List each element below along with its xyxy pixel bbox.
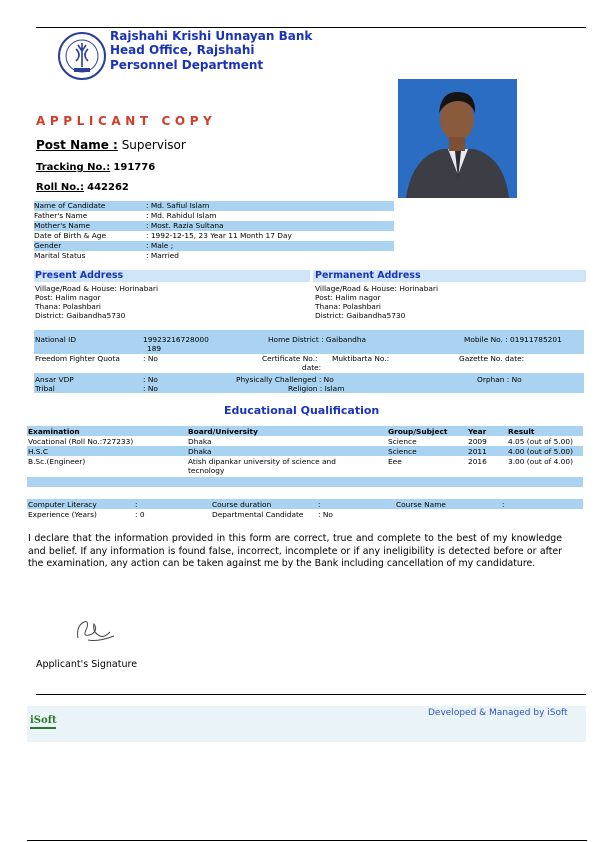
freedom-fighter-value: : No bbox=[143, 354, 158, 363]
present-district: District: Gaibandha5730 bbox=[35, 311, 126, 320]
present-post: Post: Halim nagor bbox=[35, 293, 101, 302]
bank-name: Rajshahi Krishi Unnayan Bank bbox=[110, 29, 313, 43]
candidate-row bbox=[34, 201, 394, 211]
edu-board: Dhaka bbox=[188, 437, 212, 446]
permanent-address-title: Permanent Address bbox=[315, 270, 421, 281]
edu-year: 2016 bbox=[468, 457, 487, 466]
candidate-label: Father's Name bbox=[34, 211, 88, 220]
permanent-district: District: Gaibandha5730 bbox=[315, 311, 406, 320]
candidate-label: Name of Candidate bbox=[34, 201, 106, 210]
bank-logo bbox=[57, 31, 107, 81]
departmental-label: Departmental Candidate bbox=[212, 510, 304, 519]
mobile-number: Mobile No. : 01911785201 bbox=[464, 335, 562, 344]
nid-label: National ID bbox=[35, 335, 77, 344]
course-duration-value: : bbox=[318, 500, 321, 509]
edu-header-group: Group/Subject bbox=[388, 427, 448, 436]
footer-rule bbox=[36, 694, 586, 695]
edu-result: 4.05 (out of 5.00) bbox=[508, 437, 573, 446]
edu-header-year: Year bbox=[468, 427, 487, 436]
developed-by-link[interactable]: Developed & Managed by iSoft bbox=[428, 708, 568, 718]
head-office: Head Office, Rajshahi bbox=[110, 43, 255, 57]
candidate-row bbox=[34, 241, 394, 251]
present-address-header bbox=[34, 270, 310, 282]
edu-board: Dhaka bbox=[188, 447, 212, 456]
edu-header-board: Board/University bbox=[188, 427, 258, 436]
post-name-label: Post Name : bbox=[36, 138, 118, 152]
religion: Religion : Islam bbox=[288, 384, 345, 393]
isoft-logo-text: iSoft bbox=[30, 715, 57, 726]
nid-value-line1: 19923216728000 bbox=[143, 335, 209, 344]
course-name-value: : bbox=[502, 500, 505, 509]
education-header-row bbox=[27, 426, 583, 436]
edu-exam: B.Sc.(Engineer) bbox=[28, 457, 86, 466]
edu-group: Science bbox=[388, 447, 417, 456]
applicant-photo bbox=[398, 79, 517, 198]
edu-header-exam: Examination bbox=[28, 427, 80, 436]
candidate-info-table bbox=[34, 201, 394, 261]
course-name-label: Course Name bbox=[396, 500, 446, 509]
computer-label: Computer Literacy bbox=[28, 500, 97, 509]
gazette-label: Gazette No. date: bbox=[459, 354, 525, 363]
applicant-copy-title: APPLICANT COPY bbox=[36, 114, 217, 128]
computer-row bbox=[27, 499, 583, 509]
signature-label: Applicant's Signature bbox=[36, 659, 138, 670]
experience-label: Experience (Years) bbox=[28, 510, 97, 519]
orphan: Orphan : No bbox=[477, 375, 522, 384]
present-address-title: Present Address bbox=[35, 270, 124, 281]
tribal-value: : No bbox=[143, 384, 158, 393]
tracking-value: 191776 bbox=[113, 162, 156, 173]
edu-year: 2009 bbox=[468, 437, 487, 446]
candidate-value: : Md. Safiul Islam bbox=[146, 201, 210, 210]
candidate-row bbox=[34, 211, 394, 221]
candidate-label: Gender bbox=[34, 241, 62, 250]
candidate-value: : Md. Rahidul Islam bbox=[146, 211, 217, 220]
roll-label: Roll No.: bbox=[36, 182, 84, 193]
nid-value-line2: 189 bbox=[147, 344, 162, 353]
edu-header-result: Result bbox=[508, 427, 535, 436]
edu-result: 4.00 (out of 5.00) bbox=[508, 447, 573, 456]
isoft-logo-underline bbox=[30, 727, 56, 729]
edu-exam: Vocational (Roll No.:727233) bbox=[28, 437, 134, 446]
roll-value: 442262 bbox=[87, 182, 129, 193]
candidate-label: Mother's Name bbox=[34, 221, 91, 230]
tracking-row bbox=[36, 162, 155, 173]
tribal-label: Tribal bbox=[35, 384, 55, 393]
candidate-value: : Male ; bbox=[146, 241, 174, 250]
edu-result: 3.00 (out of 4.00) bbox=[508, 457, 573, 466]
certificate-label: Certificate No.: bbox=[262, 354, 318, 363]
permanent-thana: Thana: Polashbari bbox=[315, 302, 381, 311]
candidate-label: Marital Status bbox=[34, 251, 86, 260]
present-address-block bbox=[35, 284, 305, 320]
candidate-label: Date of Birth & Age bbox=[34, 231, 106, 240]
edu-exam: H.S.C bbox=[28, 447, 48, 456]
candidate-row bbox=[34, 221, 394, 231]
muktibarta-label: Muktibarta No.: bbox=[332, 354, 390, 363]
candidate-row bbox=[34, 251, 394, 261]
candidate-row bbox=[34, 231, 394, 241]
education-title: Educational Qualification bbox=[224, 404, 380, 417]
candidate-value: : Most. Razia Sultana bbox=[146, 221, 224, 230]
ansar-value: : No bbox=[143, 375, 158, 384]
edu-group: Science bbox=[388, 437, 417, 446]
tracking-label: Tracking No.: bbox=[36, 162, 111, 173]
edu-board: Atish dipankar university of science and tecnology bbox=[188, 457, 336, 475]
present-thana: Thana: Polashbari bbox=[35, 302, 101, 311]
ansar-label: Ansar VDP bbox=[35, 375, 74, 384]
bottom-rule bbox=[27, 840, 587, 841]
freedom-fighter-label: Freedom Fighter Quota bbox=[35, 354, 120, 363]
edu-group: Eee bbox=[388, 457, 402, 466]
certificate-date: date: bbox=[302, 363, 322, 372]
isoft-logo bbox=[30, 715, 60, 737]
department: Personnel Department bbox=[110, 58, 264, 72]
table-row bbox=[27, 446, 583, 456]
header-top-rule bbox=[36, 27, 586, 28]
permanent-post: Post: Halim nagor bbox=[315, 293, 381, 302]
candidate-value: : Married bbox=[146, 251, 179, 260]
home-district: Home District : Gaibandha bbox=[268, 335, 367, 344]
permanent-address-block bbox=[315, 284, 585, 320]
permanent-address-header bbox=[313, 270, 586, 282]
experience-value: : 0 bbox=[135, 510, 145, 519]
candidate-value: : 1992-12-15, 23 Year 11 Month 17 Day bbox=[146, 231, 292, 240]
present-village: Village/Road & House: Horinabari bbox=[35, 284, 159, 293]
signature-image bbox=[70, 612, 120, 646]
physically-challenged: Physically Challenged : No bbox=[236, 375, 334, 384]
departmental-value: : No bbox=[318, 510, 333, 519]
post-name-value: Supervisor bbox=[121, 138, 186, 152]
computer-value: : bbox=[135, 500, 138, 509]
roll-row bbox=[36, 182, 129, 193]
course-duration-label: Course duration bbox=[212, 500, 272, 509]
permanent-village: Village/Road & House: Horinabari bbox=[315, 284, 439, 293]
nid-value bbox=[143, 335, 209, 353]
edu-year: 2011 bbox=[468, 447, 487, 456]
empty-band bbox=[27, 477, 583, 487]
declaration-text: I declare that the information provided in this form are correct, true and complete to the best of my knowledge and belief. If any information is found false, incorrect, incomplete or if any ineligibility is detected before or after the examination, any action can be taken against me by the Bank including cancellation of my candidature. bbox=[28, 533, 562, 570]
post-name-row bbox=[36, 138, 186, 152]
